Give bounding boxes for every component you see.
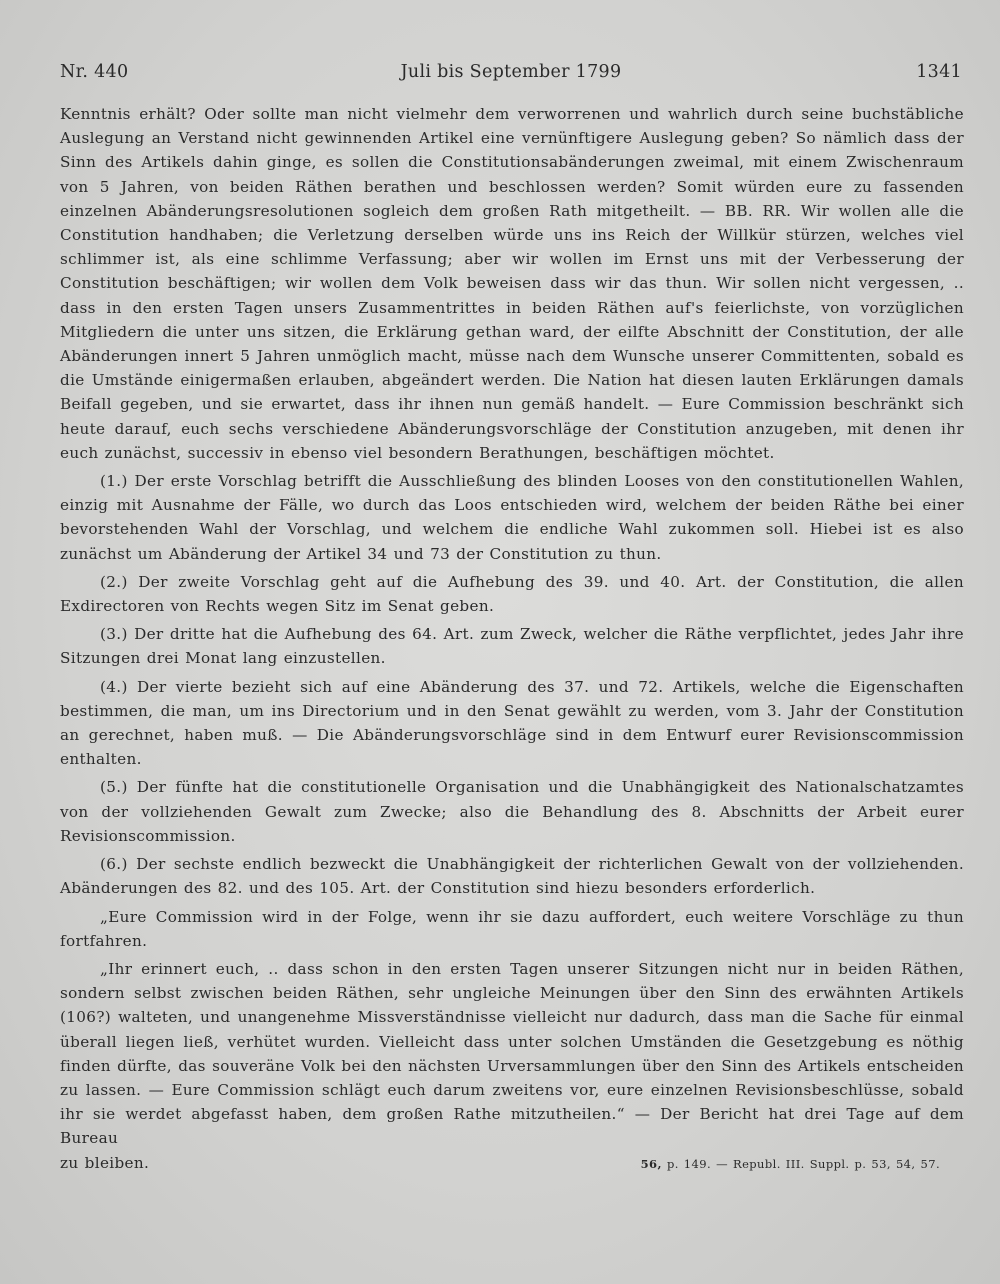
page-header — [60, 62, 962, 88]
source-details: p. 149. — Republ. III. Suppl. p. 53, 54, 57. — [666, 1156, 940, 1171]
quote-paragraph: „Ihr erinnert euch, .. dass schon in den ersten Tagen unserer Sitzungen nicht nur in beiden Räthen, sondern selbst zwischen beiden Räthen, sehr ungleiche Meinungen über den Sinn des erwähnten Artikels (106?) walteten, und unangenehme Missverständnisse vielleicht nur dadurch, dass man die Sache für einmal überall liegen ließ, verhütet wurden. Vielleicht dass unter solchen Umständen die Gesetzgebung es nöthig finden dürfte, das souveräne Volk bei den nächsten Urversammlungen über den Sinn des Artikels entscheiden zu lassen. — Eure Commission schlägt euch darum zweitens vor, eure einzelnen Revisionsbeschlüsse, sobald ihr sie werdet abgefasst haben, dem großen Rathe mitzutheilen.“ — Der Bericht hat drei Tage auf dem Bureau — [60, 959, 964, 1148]
proposal-1: (1.) Der erste Vorschlag betrifft die Ausschließung des blinden Looses von den constitutionellen Wahlen, einzig mit Ausnahme der Fälle, wo durch das Loos entschieden wird, welchem der beiden Räthe bei einer bevorstehenden Wahl der Vorschlag, und welchem die endliche Wahl zukommen soll. Hiebei ist es also zunächst um Abänderung der Artikel 34 und 73 der Constitution zu thun. — [60, 472, 964, 563]
proposal-2: (2.) Der zweite Vorschlag geht auf die Aufhebung des 39. und 40. Art. der Constitution, die allen Exdirectoren von Rechts wegen Sitz im Senat geben. — [60, 572, 964, 616]
closing-line — [60, 1151, 964, 1176]
proposal-4: (4.) Der vierte bezieht sich auf eine Abänderung des 37. und 72. Artikels, welche die Eigenschaften bestimmen, die man, um ins Directorium und in den Senat gewählt zu werden, vom 3. Jahr der Constitution an gerechnet, haben muß. — Die Abänderungsvorschläge sind in dem Entwurf eurer Revisionscommission enthalten. — [60, 677, 964, 769]
proposal-5: (5.) Der fünfte hat die constitutionelle Organisation und die Unabhängigkeit des Nationalschatzamtes von der vollziehenden Gewalt zum Zwecke; also die Behandlung des 8. Abschnitts der Arbeit eurer Revisionscommission. — [60, 778, 964, 845]
closing-text: zu bleiben. — [60, 1153, 150, 1172]
page-body — [60, 102, 964, 1176]
document-number: Nr. 440 — [60, 62, 129, 82]
source-reference — [641, 1152, 964, 1176]
source-number: 56, — [640, 1156, 662, 1171]
paragraph-continuation: Kenntnis erhält? Oder sollte man nicht vielmehr dem verworrenen und wahrlich durch seine buchstäbliche Auslegung an Verstand nicht gewinnenden Artikel eine vernünftigere Auslegung geben? So nämlich dass der Sinn des Artikels dahin ginge, es sollen die Constitutionsabänderungen zweimal, mit einem Zwischenraum von 5 Jahren, von beiden Räthen berathen und beschlossen werden? Somit würden eure zu fassenden einzelnen Abänderungsresolutionen sogleich dem großen Rath mitgetheilt. — BB. RR. Wir wollen alle die Constitution handhaben; die Verletzung derselben würde uns ins Reich der Willkür stürzen, welches viel schlimmer ist, als eine schlimme Verfassung; aber wir wollen im Ernst uns mit der Verbesserung der Constitution beschäftigen; wir wollen dem Volk beweisen dass wir das thun. Wir sollen nicht vergessen, .. dass in den ersten Tagen unsers Zusammentrittes in beiden Räthen auf's feierlichste, von vorzüglichen Mitgliedern die unter uns sitzen, die Erklärung gethan ward, der eilfte Abschnitt der Constitution, der alle Abänderungen innert 5 Jahren unmöglich macht, müsse nach dem Wunsche unserer Committenten, sobald es die Umstände einigermaßen erlauben, abgeändert werden. Die Nation hat diesen lauten Erklärungen damals Beifall gegeben, und sie erwartet, dass ihr ihnen nun gemäß handelt. — Eure Commission beschränkt sich heute darauf, euch sechs verschiedene Abänderungsvorschläge der Constitution anzugeben, mit denen ihr euch zunächst, successiv in ebenso viel besondern Berathungen, beschäftigen möchtet. — [60, 105, 964, 462]
quote-paragraph: „Eure Commission wird in der Folge, wenn ihr sie dazu auffordert, euch weitere Vorschläge zu thun fortfahren. — [60, 907, 964, 950]
proposal-3: (3.) Der dritte hat die Aufhebung des 64. Art. zum Zweck, welcher die Räthe verpflichtet, jedes Jahr ihre Sitzungen drei Monat lang einzustellen. — [60, 625, 964, 668]
running-title: Juli bis September 1799 — [400, 62, 622, 82]
proposal-6: (6.) Der sechste endlich bezweckt die Unabhängigkeit der richterlichen Gewalt von der vollziehenden. Abänderungen des 82. und des 105. Art. der Constitution sind hiezu besonders erforderlich. — [60, 855, 964, 898]
page-number: 1341 — [916, 62, 962, 82]
